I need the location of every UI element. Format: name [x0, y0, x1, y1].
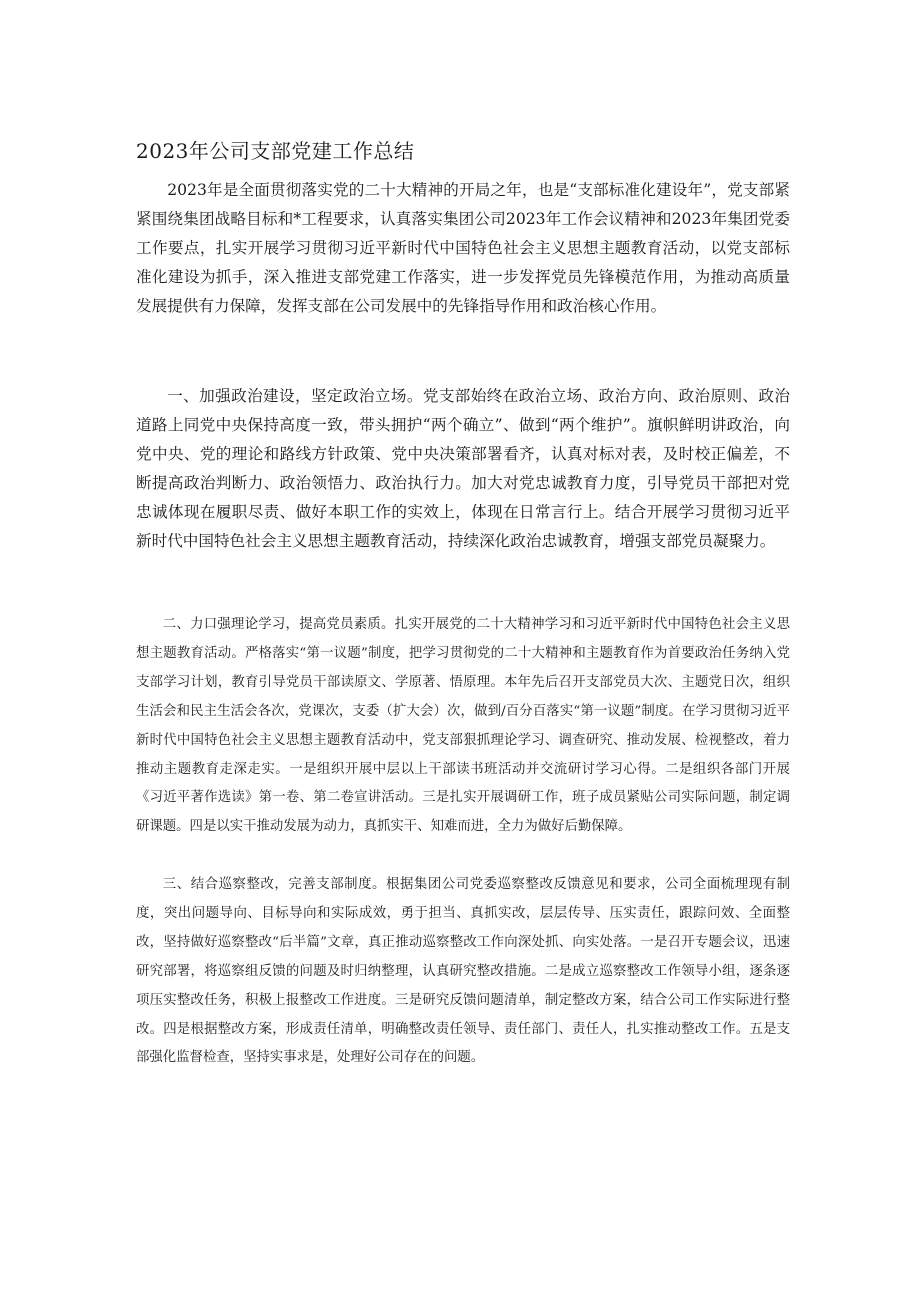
paragraph-theory-study: 二、力口强理论学习，提高党员素质。扎实开展党的二十大精神学习和习近平新时代中国特色社会主义思想主题教育活动。严格落实“第一议题”制度，把学习贯彻党的二十大精神和主题教育作为首要政治任务纳入党支部学习计划，教育引导党员干部读原文、学原著、悟原理。本年先后召开支部党员大次、主题党日次，组织生活会和民主生活会各次，党课次，支委（扩大会）次，做到/百分百落实“第一议题”制度。在学习贯彻习近平新时代中国特色社会主义思想主题教育活动中，党支部狠抓理论学习、调查研究、推动发展、检视整改，着力推动主题教育走深走实。一是组织开展中层以上干部读书班活动并交流研讨学习心得。二是组织各部门开展《习近平著作选读》第一卷、第二卷宣讲活动。三是扎实开展调研工作，班子成员紧贴公司实际问题，制定调研课题。四是以实干推动发展为动力，真抓实干、知难而进，全力为做好后勤保障。: [136, 617, 790, 835]
paragraph-inspection-rectification: 三、结合巡察整改，完善支部制度。根据集团公司党委巡察整改反馈意见和要求，公司全面梳理现有制度，突出问题导向、目标导向和实际成效，勇于担当、真抓实改，层层传导、压实责任，跟踪问效、全面整改，坚持做好巡察整改“后半篇”文章，真正推动巡察整改工作向深处抓、向实处落。一是召开专题会议，迅速研究部署，将巡察组反馈的问题及时归纳整理，认真研究整改措施。二是成立巡察整改工作领导小组，逐条逐项压实整改任务，积极上报整改工作进度。三是研究反馈问题清单，制定整改方案，结合公司工作实际进行整改。四是根据整改方案，形成责任清单，明确整改责任领导、责任部门、责任人，扎实推动整改工作。五是支部强化监督检查，坚持实事求是，处理好公司存在的问题。: [136, 877, 790, 1066]
paragraph-political-building: 一、加强政治建设，坚定政治立场。党支部始终在政治立场、政治方向、政治原则、政治道路上同党中央保持高度一致，带头拥护“两个确立”、做到“两个维护”。旗帜鲜明讲政治，向党中央、党的理论和路线方针政策、党中央决策部署看齐，认真对标对表，及时校正偏差，不断提高政治判断力、政治领悟力、政治执行力。加大对党忠诚教育力度，引导党员干部把对党忠诚体现在履职尽责、做好本职工作的实效上，体现在日常言行上。结合开展学习贯彻习近平新时代中国特色社会主义思想主题教育活动，持续深化政治忠诚教育，增强支部党员凝聚力。: [136, 387, 790, 550]
document-title: 2023年公司支部党建工作总结: [136, 139, 415, 163]
paragraph-intro: 2023年是全面贯彻落实党的二十大精神的开局之年，也是“支部标准化建设年”，党支部紧紧围绕集团战略目标和*工程要求，认真落实集团公司2023年工作会议精神和2023年集团党委工作要点，扎实开展学习贯彻习近平新时代中国特色社会主义思想主题教育活动，以党支部标准化建设为抓手，深入推进支部党建工作落实，进一步发挥党员先锋模范作用，为推动高质量发展提供有力保障，发挥支部在公司发展中的先锋指导作用和政治核心作用。: [136, 181, 790, 315]
